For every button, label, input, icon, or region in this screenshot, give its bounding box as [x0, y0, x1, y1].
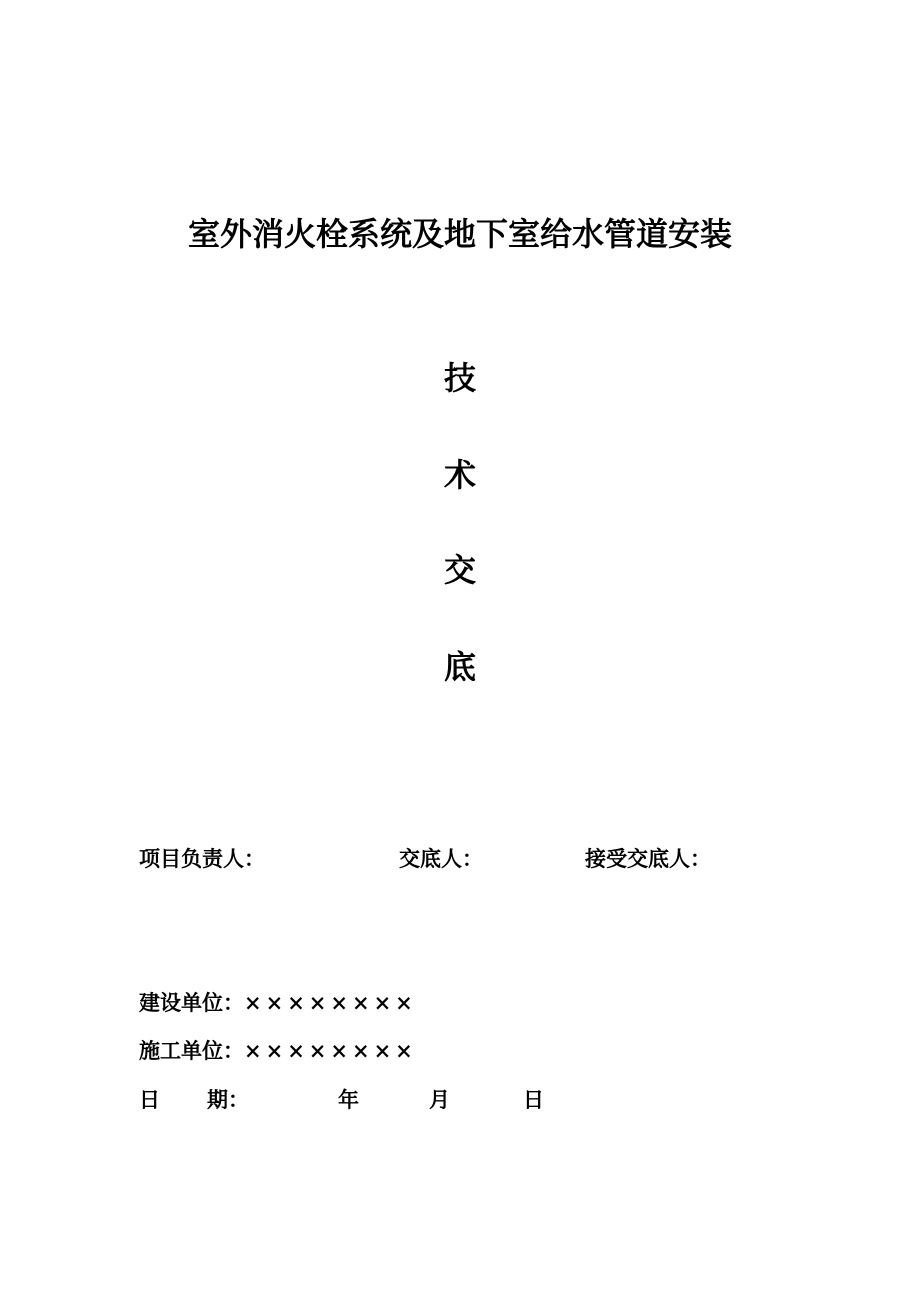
heading-char-1: 技 — [443, 359, 476, 397]
date-day: 日 — [523, 1087, 544, 1112]
owner-row — [139, 987, 417, 1019]
project-leader-label: 项目负责人： — [139, 846, 265, 871]
heading-char-4: 底 — [443, 648, 476, 686]
date-year: 年 — [338, 1087, 359, 1112]
contractor-row — [139, 1035, 417, 1067]
presenter-label: 交底人： — [399, 846, 483, 871]
heading-char-3: 交 — [443, 551, 476, 589]
date-label-first: 日 — [139, 1087, 160, 1112]
contractor-value: ×××××××× — [244, 1038, 417, 1063]
receiver-label: 接受交底人： — [585, 846, 711, 871]
date-label-second: 期： — [207, 1087, 249, 1112]
document-title: 室外消火栓系统及地下室给水管道安装 — [187, 215, 732, 253]
contractor-label: 施工单位： — [139, 1038, 244, 1063]
owner-value: ×××××××× — [244, 990, 417, 1015]
heading-char-2: 术 — [443, 456, 476, 494]
date-month: 月 — [429, 1087, 450, 1112]
owner-label: 建设单位： — [139, 990, 244, 1015]
